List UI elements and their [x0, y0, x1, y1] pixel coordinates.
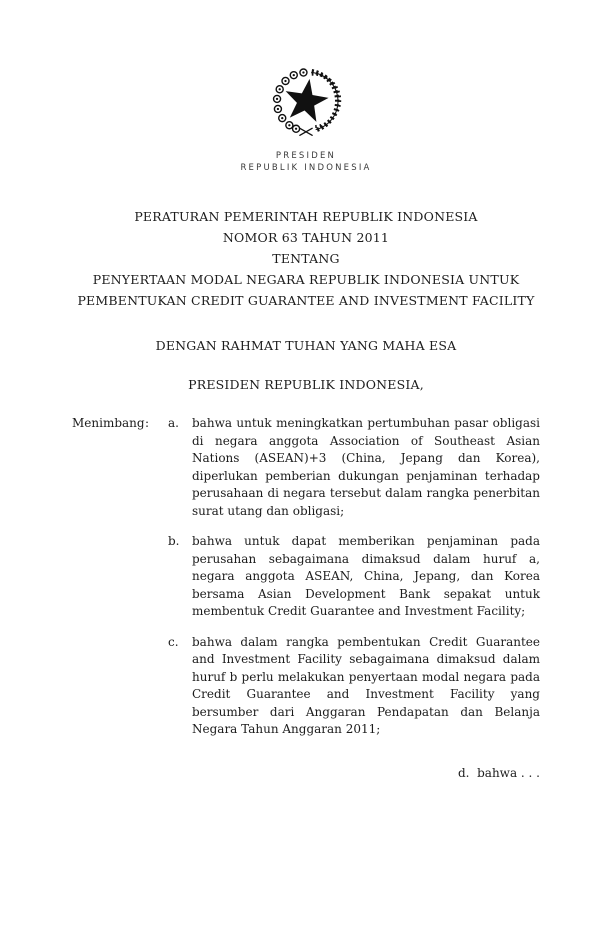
consideration-item: [168, 533, 540, 621]
considerations-items: [168, 415, 540, 739]
page-catchword: d. bahwa . . .: [457, 766, 540, 780]
title-line-number: NOMOR 63 TAHUN 2011: [222, 230, 390, 245]
consideration-item-text: bahwa untuk meningkatkan pertumbuhan pasar obligasi di negara anggota Association of Southeast Asian Nations (ASEAN)+3 (China, Jepang dan Korea), diperlukan pemberian dukungan penjaminan terhadap perusahaan di negara tersebut dalam rangka penerbitan surat utang dan obligasi;: [192, 416, 540, 518]
presidential-seal: [0, 64, 612, 146]
title-line-tentang: TENTANG: [272, 251, 340, 266]
regulation-title: [36, 206, 576, 311]
title-line-subject-1: PENYERTAAN MODAL NEGARA REPUBLIK INDONESIA UNTUK: [92, 272, 520, 287]
invocation-line: DENGAN RAHMAT TUHAN YANG MAHA ESA: [155, 338, 457, 353]
considerations-section: [72, 415, 540, 739]
stem-cross-icon: [300, 128, 312, 135]
considerations-label: Menimbang: [72, 416, 145, 430]
consideration-item-letter: c.: [168, 634, 179, 649]
seal-caption: [0, 150, 612, 174]
considerations-separator: :: [145, 416, 150, 430]
consideration-item: [168, 415, 540, 520]
presidential-seal-icon: [262, 64, 350, 146]
seal-caption-line1: PRESIDEN: [275, 151, 337, 161]
consideration-item-text: bahwa dalam rangka pembentukan Credit Guarantee and Investment Facility sebagaimana dimaksud dalam huruf b perlu melakukan penyertaan modal negara pada Credit Guarantee and Investment Facility yang bersumber dari Anggaran Pendapatan dan Belanja Negara Tahun Anggaran 2011;: [192, 634, 540, 736]
seal-caption-line2: REPUBLIK INDONESIA: [240, 163, 372, 173]
title-line-regulation: PERATURAN PEMERINTAH REPUBLIK INDONESIA: [134, 209, 478, 224]
title-line-subject-2: PEMBENTUKAN CREDIT GUARANTEE AND INVESTMENT FACILITY: [77, 293, 535, 308]
consideration-item-letter: b.: [168, 534, 180, 548]
authority-line: PRESIDEN REPUBLIK INDONESIA,: [188, 377, 424, 392]
consideration-item-text: bahwa untuk dapat memberikan penjaminan pada perusahan sebagaimana dimaksud dalam huruf a, negara anggota ASEAN, China, Jepang, dan Korea bersama Asian Development Bank sepakat untuk membentuk Credit Guarantee and Investment Facility;: [192, 534, 540, 618]
consideration-item: [168, 634, 540, 739]
consideration-item-letter: a.: [168, 416, 179, 430]
